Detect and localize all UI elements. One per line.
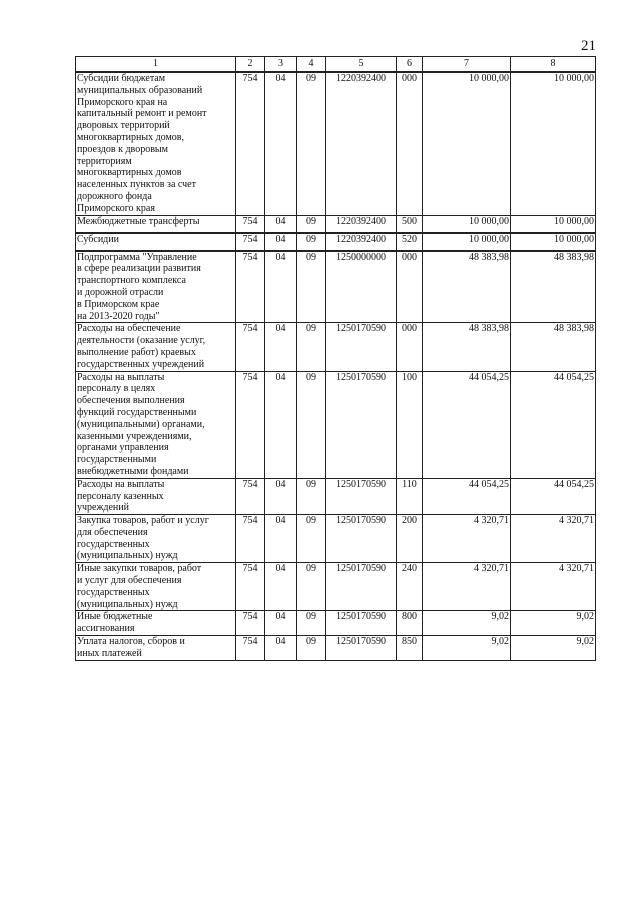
header-row (76, 57, 596, 73)
amount-col8: 4 320,71 (511, 515, 596, 563)
target-code: 1220392400 (326, 215, 397, 233)
section-code: 04 (265, 251, 297, 323)
expense-type-code: 100 (397, 371, 423, 478)
subsection-code: 09 (297, 563, 326, 611)
admin-code: 754 (236, 215, 265, 233)
expense-type-code: 520 (397, 233, 423, 251)
admin-code: 754 (236, 323, 265, 371)
column-header: 7 (423, 57, 511, 73)
budget-table (75, 56, 596, 661)
expense-type-code: 000 (397, 251, 423, 323)
subsection-code: 09 (297, 233, 326, 251)
table-row (76, 371, 596, 478)
row-name: Подпрограмма "Управление в сфере реализации развития транспортного комплекса и дорожной отрасли в Приморском крае на 2013-2020 годы" (76, 251, 236, 323)
admin-code: 754 (236, 371, 265, 478)
amount-col8: 44 054,25 (511, 371, 596, 478)
subsection-code: 09 (297, 515, 326, 563)
expense-type-code: 110 (397, 478, 423, 514)
admin-code: 754 (236, 233, 265, 251)
section-code: 04 (265, 636, 297, 661)
section-code: 04 (265, 72, 297, 215)
table-row (76, 611, 596, 636)
target-code: 1250170590 (326, 371, 397, 478)
expense-type-code: 000 (397, 323, 423, 371)
section-code: 04 (265, 515, 297, 563)
column-header: 1 (76, 57, 236, 73)
section-code: 04 (265, 233, 297, 251)
target-code: 1250000000 (326, 251, 397, 323)
amount-col7: 4 320,71 (423, 563, 511, 611)
amount-col8: 10 000,00 (511, 72, 596, 215)
amount-col8: 9,02 (511, 611, 596, 636)
column-header: 8 (511, 57, 596, 73)
row-name: Уплата налогов, сборов и иных платежей (76, 636, 236, 661)
section-code: 04 (265, 478, 297, 514)
amount-col7: 44 054,25 (423, 371, 511, 478)
expense-type-code: 500 (397, 215, 423, 233)
expense-type-code: 800 (397, 611, 423, 636)
column-header: 2 (236, 57, 265, 73)
admin-code: 754 (236, 636, 265, 661)
amount-col8: 48 383,98 (511, 251, 596, 323)
section-code: 04 (265, 611, 297, 636)
expense-type-code: 240 (397, 563, 423, 611)
column-header: 3 (265, 57, 297, 73)
target-code: 1220392400 (326, 233, 397, 251)
row-name: Закупка товаров, работ и услуг для обеспечения государственных (муниципальных) нужд (76, 515, 236, 563)
target-code: 1250170590 (326, 563, 397, 611)
row-name: Иные закупки товаров, работ и услуг для обеспечения государственных (муниципальных) нужд (76, 563, 236, 611)
expense-type-code: 000 (397, 72, 423, 215)
amount-col7: 9,02 (423, 611, 511, 636)
table-row (76, 233, 596, 251)
table-row (76, 636, 596, 661)
table-row (76, 515, 596, 563)
table-row (76, 478, 596, 514)
subsection-code: 09 (297, 323, 326, 371)
section-code: 04 (265, 323, 297, 371)
expense-type-code: 200 (397, 515, 423, 563)
row-name: Расходы на выплаты персоналу казенных учреждений (76, 478, 236, 514)
subsection-code: 09 (297, 478, 326, 514)
target-code: 1250170590 (326, 515, 397, 563)
target-code: 1250170590 (326, 323, 397, 371)
subsection-code: 09 (297, 251, 326, 323)
amount-col7: 10 000,00 (423, 215, 511, 233)
amount-col8: 9,02 (511, 636, 596, 661)
row-name: Субсидии бюджетам муниципальных образований Приморского края на капитальный ремонт и ремонт дворовых территорий многоквартирных домов, проездов к дворовым территориям многоквартирных домов населенных пунктов за счет дорожного фонда Приморского края (76, 72, 236, 215)
target-code: 1250170590 (326, 478, 397, 514)
amount-col7: 48 383,98 (423, 323, 511, 371)
subsection-code: 09 (297, 636, 326, 661)
row-name: Иные бюджетные ассигнования (76, 611, 236, 636)
row-name: Субсидии (76, 233, 236, 251)
table-row (76, 323, 596, 371)
admin-code: 754 (236, 515, 265, 563)
amount-col7: 44 054,25 (423, 478, 511, 514)
section-code: 04 (265, 215, 297, 233)
table-row (76, 72, 596, 215)
amount-col8: 10 000,00 (511, 233, 596, 251)
admin-code: 754 (236, 72, 265, 215)
amount-col8: 48 383,98 (511, 323, 596, 371)
admin-code: 754 (236, 611, 265, 636)
row-name: Расходы на выплаты персоналу в целях обеспечения выполнения функций государственными (муниципальными) органами, казенными учреждениями, органами управления государственными внебюджетными фондами (76, 371, 236, 478)
amount-col8: 4 320,71 (511, 563, 596, 611)
table-row (76, 215, 596, 233)
section-code: 04 (265, 563, 297, 611)
page-number: 21 (581, 38, 596, 54)
subsection-code: 09 (297, 215, 326, 233)
target-code: 1220392400 (326, 72, 397, 215)
target-code: 1250170590 (326, 636, 397, 661)
column-header: 5 (326, 57, 397, 73)
subsection-code: 09 (297, 371, 326, 478)
admin-code: 754 (236, 563, 265, 611)
row-name: Межбюджетные трансферты (76, 215, 236, 233)
amount-col7: 4 320,71 (423, 515, 511, 563)
amount-col8: 44 054,25 (511, 478, 596, 514)
amount-col7: 10 000,00 (423, 233, 511, 251)
admin-code: 754 (236, 251, 265, 323)
amount-col8: 10 000,00 (511, 215, 596, 233)
row-name: Расходы на обеспечение деятельности (оказание услуг, выполнение работ) краевых государственных учреждений (76, 323, 236, 371)
column-header: 6 (397, 57, 423, 73)
table-row (76, 563, 596, 611)
amount-col7: 9,02 (423, 636, 511, 661)
subsection-code: 09 (297, 611, 326, 636)
section-code: 04 (265, 371, 297, 478)
table-row (76, 251, 596, 323)
amount-col7: 48 383,98 (423, 251, 511, 323)
target-code: 1250170590 (326, 611, 397, 636)
column-header: 4 (297, 57, 326, 73)
expense-type-code: 850 (397, 636, 423, 661)
admin-code: 754 (236, 478, 265, 514)
amount-col7: 10 000,00 (423, 72, 511, 215)
subsection-code: 09 (297, 72, 326, 215)
